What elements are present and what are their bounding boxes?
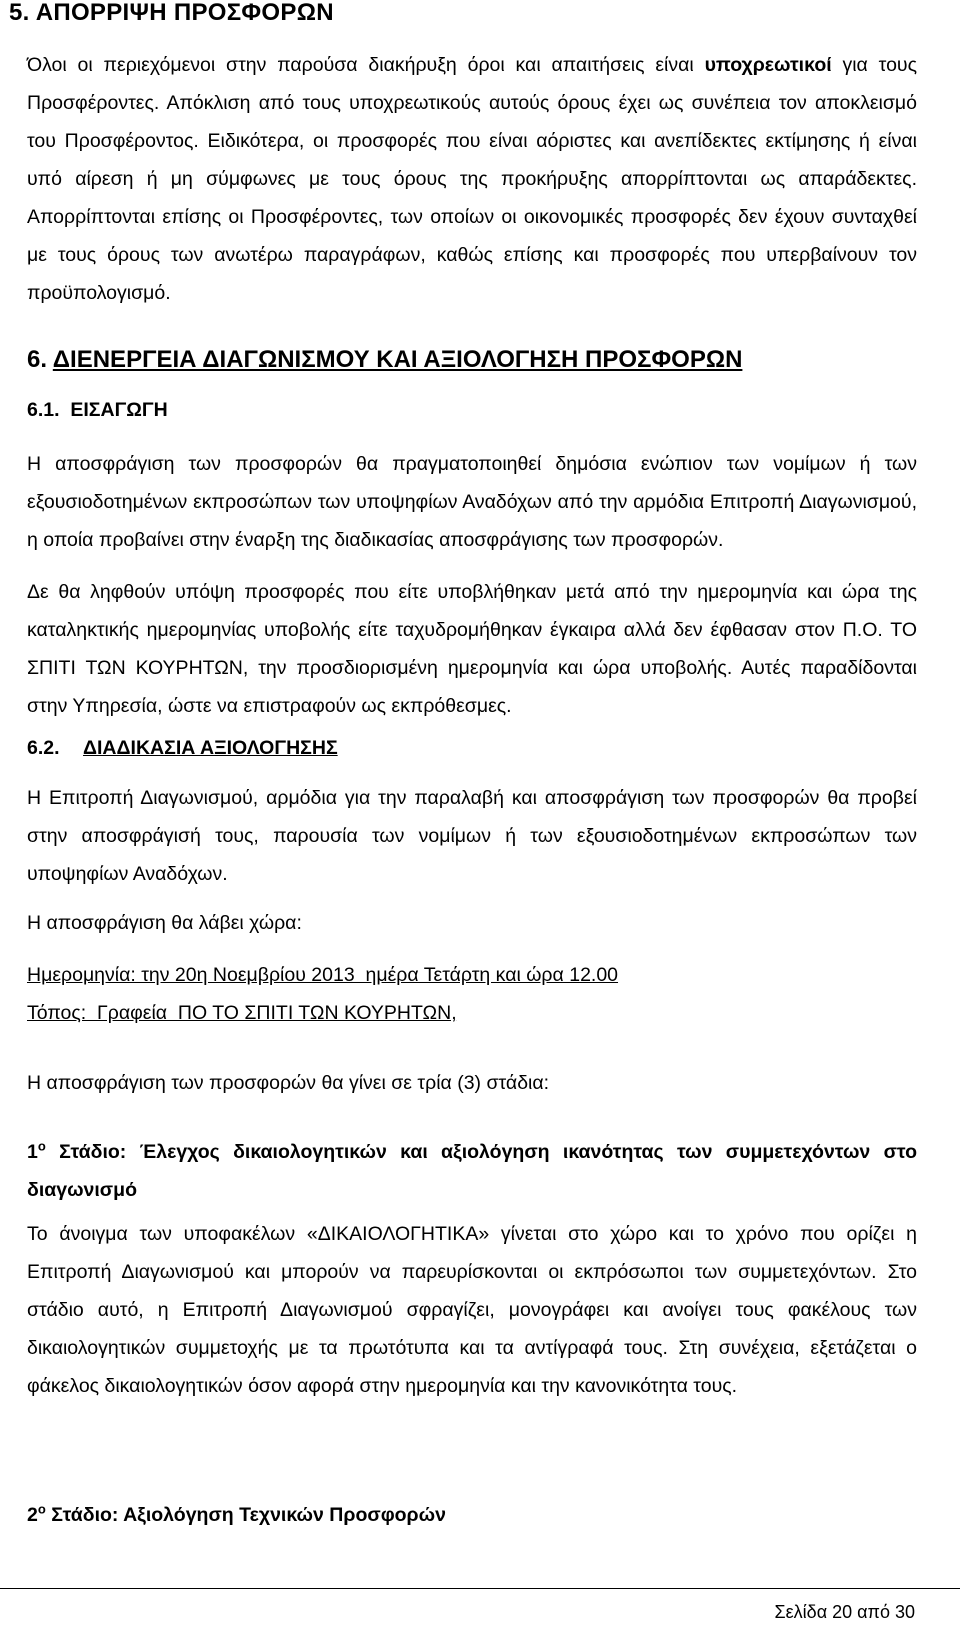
stage-2-heading-text: Στάδιο: Αξιολόγηση Τεχνικών Προσφορών [45,1504,446,1526]
stage-1-number: 1 [27,1141,38,1163]
section-6-number: 6. [27,346,53,373]
stage-2-title [27,1496,917,1534]
opening-date-line: Ημερομηνία: την 20η Νοεμβρίου 2013 ημέρα Τετάρτη και ώρα 12.00 [27,964,619,986]
subsection-6-2-heading-text: ΔΙΑΔΙΚΑΣΙΑ ΑΞΙΟΛΟΓΗΣΗΣ [83,737,338,759]
subsection-6-2-paragraph-1: Η Επιτροπή Διαγωνισμού, αρμόδια για την παραλαβή και αποσφράγιση των προσφορών θα προβεί στην αποσφράγισή τους, παρουσία των νομίμων ή των εξουσιοδοτημένων εκπροσώπων των υποψηφίων Αναδόχων. [27,787,917,885]
section-6-title [27,345,917,375]
subsection-6-2-number: 6.2. [27,737,60,759]
subsection-6-2-title [27,729,917,767]
subsection-6-2-paragraph-2: Η αποσφράγιση θα λάβει χώρα: [27,912,302,934]
stages-intro: Η αποσφράγιση των προσφορών θα γίνει σε τρία (3) στάδια: [27,1072,550,1094]
section-5-text-bold: υποχρεωτικοί [704,54,832,76]
section-5-title: 5. ΑΠΟΡΡΙΨΗ ΠΡΟΣΦΟΡΩΝ [9,0,334,26]
subsection-6-1-paragraph-1: Η αποσφράγιση των προσφορών θα πραγματοποιηθεί δημόσια ενώπιον των νομίμων ή των εξουσιοδοτημένων εκπροσώπων των υποψηφίων Αναδόχων από την αρμόδια Επιτροπή Διαγωνισμού, η οποία προβαίνει στην έναρξη της διαδικασίας αποσφράγισης των προσφορών. [27,453,917,551]
subsection-6-1-paragraph-2: Δε θα ληφθούν υπόψη προσφορές που είτε υποβλήθηκαν μετά από την ημερομηνία και ώρα της καταληκτικής ημερομηνίας υποβολής είτε ταχυδρομήθηκαν έγκαιρα αλλά δεν έφθασαν στον Π.Ο. ΤΟ ΣΠΙΤΙ ΤΩΝ ΚΟΥΡΗΤΩΝ, την προσδιορισμένη ημερομηνία και ώρα υποβολής. Αυτές παραδίδονται στην Υπηρεσία, ώστε να επιστραφούν ως εκπρόθεσμες. [27,581,917,717]
stage-2-ordinal: ο [37,1501,46,1517]
section-5-text-pre: Όλοι οι περιεχόμενοι στην παρούσα διακήρυξη όροι και απαιτήσεις είναι [27,54,705,76]
stage-1-paragraph: Το άνοιγμα των υποφακέλων «ΔΙΚΑΙΟΛΟΓΗΤΙΚΑ» γίνεται στο χώρο και το χρόνο που ορίζει η Επιτροπή Διαγωνισμού και μπορούν να παρευρίσκονται οι εκπρόσωποι των συμμετεχόντων. Στο στάδιο αυτό, η Επιτροπή Διαγωνισμού σφραγίζει, μονογράφει και ανοίγει τους φακέλους των δικαιολογητικών συμμετοχής με τα πρωτότυπα και τα αντίγραφά τους. Στη συνέχεια, εξετάζεται ο φάκελος δικαιολογητικών όσον αφορά στην ημερομηνία και την κανονικότητα τους. [27,1223,917,1397]
opening-place-line: Τόπος: Γραφεία ΠΟ ΤΟ ΣΠΙΤΙ ΤΩΝ ΚΟΥΡΗΤΩΝ, [27,1002,457,1024]
section-5-text-post: για τους Προσφέροντες. Απόκλιση από τους υποχρεωτικούς αυτούς όρους έχει ως συνέπεια τον αποκλεισμό του Προσφέροντος. Ειδικότερα, οι προσφορές που είναι αόριστες και ανεπίδεκτες εκτίμησης ή είναι υπό αίρεση ή μη σύμφωνες με τους όρους της προκήρυξης απορρίπτονται ως απαράδεκτες. Απορρίπτονται επίσης οι Προσφέροντες, των οποίων οι οικονομικές προσφορές δεν έχουν συνταχθεί με τους όρους των ανωτέρω παραγράφων, καθώς επίσης και προσφορές που υπερβαίνουν τον προϋπολογισμό. [27,54,917,304]
stage-1-heading-text: Στάδιο: Έλεγχος δικαιολογητικών και αξιολόγηση ικανότητας των συμμετεχόντων στο διαγωνισμό [27,1141,917,1201]
stage-2-number: 2 [27,1504,38,1526]
subsection-6-1-title: 6.1. ΕΙΣΑΓΩΓΗ [27,399,168,421]
footer-divider [0,1588,960,1589]
stage-1-title [27,1133,917,1209]
stage-1-ordinal: ο [37,1138,46,1154]
page-number: Σελίδα 20 από 30 [774,1602,915,1622]
section-6-heading-text: ΔΙΕΝΕΡΓΕΙΑ ΔΙΑΓΩΝΙΣΜΟΥ ΚΑΙ ΑΞΙΟΛΟΓΗΣΗ ΠΡΟΣΦΟΡΩΝ [52,346,743,373]
section-5-paragraph [27,46,917,312]
